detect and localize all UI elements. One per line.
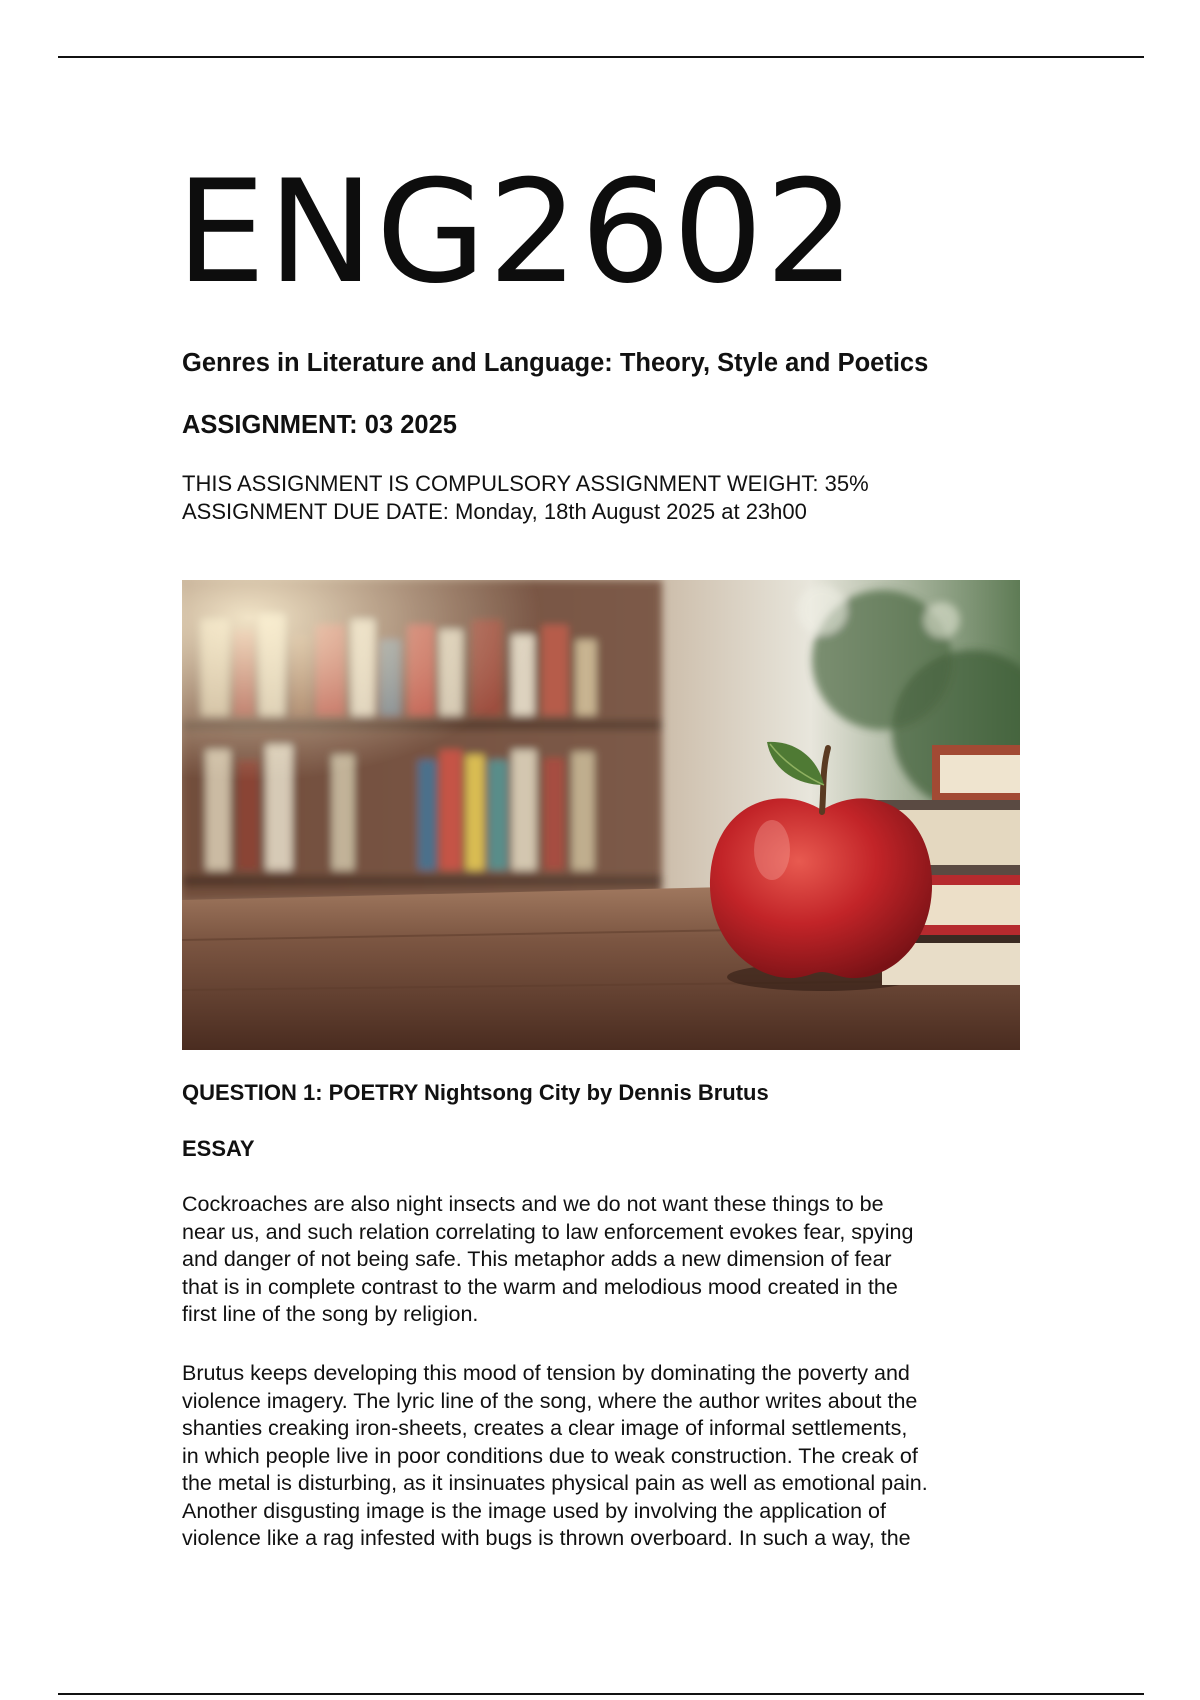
question-title: QUESTION 1: POETRY Nightsong City by Dennis Brutus xyxy=(182,1080,769,1105)
course-subtitle: Genres in Literature and Language: Theory, Style and Poetics xyxy=(182,349,929,377)
paragraph-line: violence like a rag infested with bugs is thrown overboard. In such a way, the xyxy=(182,1526,911,1550)
assignment-due-date: ASSIGNMENT DUE DATE: Monday, 18th August 2025 at 23h00 xyxy=(182,499,807,524)
essay-paragraph-1 xyxy=(182,1191,913,1329)
paragraph-line: Brutus keeps developing this mood of tension by dominating the poverty and xyxy=(182,1361,910,1385)
cover-image xyxy=(182,580,1020,1050)
essay-paragraph-2 xyxy=(182,1360,928,1553)
paragraph-line: the metal is disturbing, as it insinuates physical pain as well as emotional pain. xyxy=(182,1471,928,1495)
paragraph-line: violence imagery. The lyric line of the song, where the author writes about the xyxy=(182,1388,918,1413)
top-rule xyxy=(58,56,1144,58)
essay-heading: ESSAY xyxy=(182,1136,255,1161)
paragraph-line: in which people live in poor conditions due to weak construction. The creak of xyxy=(182,1443,918,1468)
paragraph-line: that is in complete contrast to the warm and melodious mood created in the xyxy=(182,1274,898,1299)
paragraph-line: first line of the song by religion. xyxy=(182,1302,479,1326)
paragraph-line: shanties creaking iron-sheets, creates a clear image of informal settlements, xyxy=(182,1416,908,1440)
assignment-weight: THIS ASSIGNMENT IS COMPULSORY ASSIGNMENT WEIGHT: 35% xyxy=(182,471,869,496)
paragraph-line: near us, and such relation correlating to law enforcement evokes fear, spying xyxy=(182,1219,914,1244)
course-code: ENG2602 xyxy=(176,150,858,315)
apple-books-illustration xyxy=(182,580,1020,1050)
bottom-rule xyxy=(58,1693,1144,1695)
assignment-number: ASSIGNMENT: 03 2025 xyxy=(182,411,457,439)
paragraph-line: Another disgusting image is the image used by involving the application of xyxy=(182,1498,886,1523)
assignment-meta xyxy=(182,470,869,526)
paragraph-line: Cockroaches are also night insects and we do not want these things to be xyxy=(182,1192,884,1216)
paragraph-line: and danger of not being safe. This metaphor adds a new dimension of fear xyxy=(182,1247,892,1271)
